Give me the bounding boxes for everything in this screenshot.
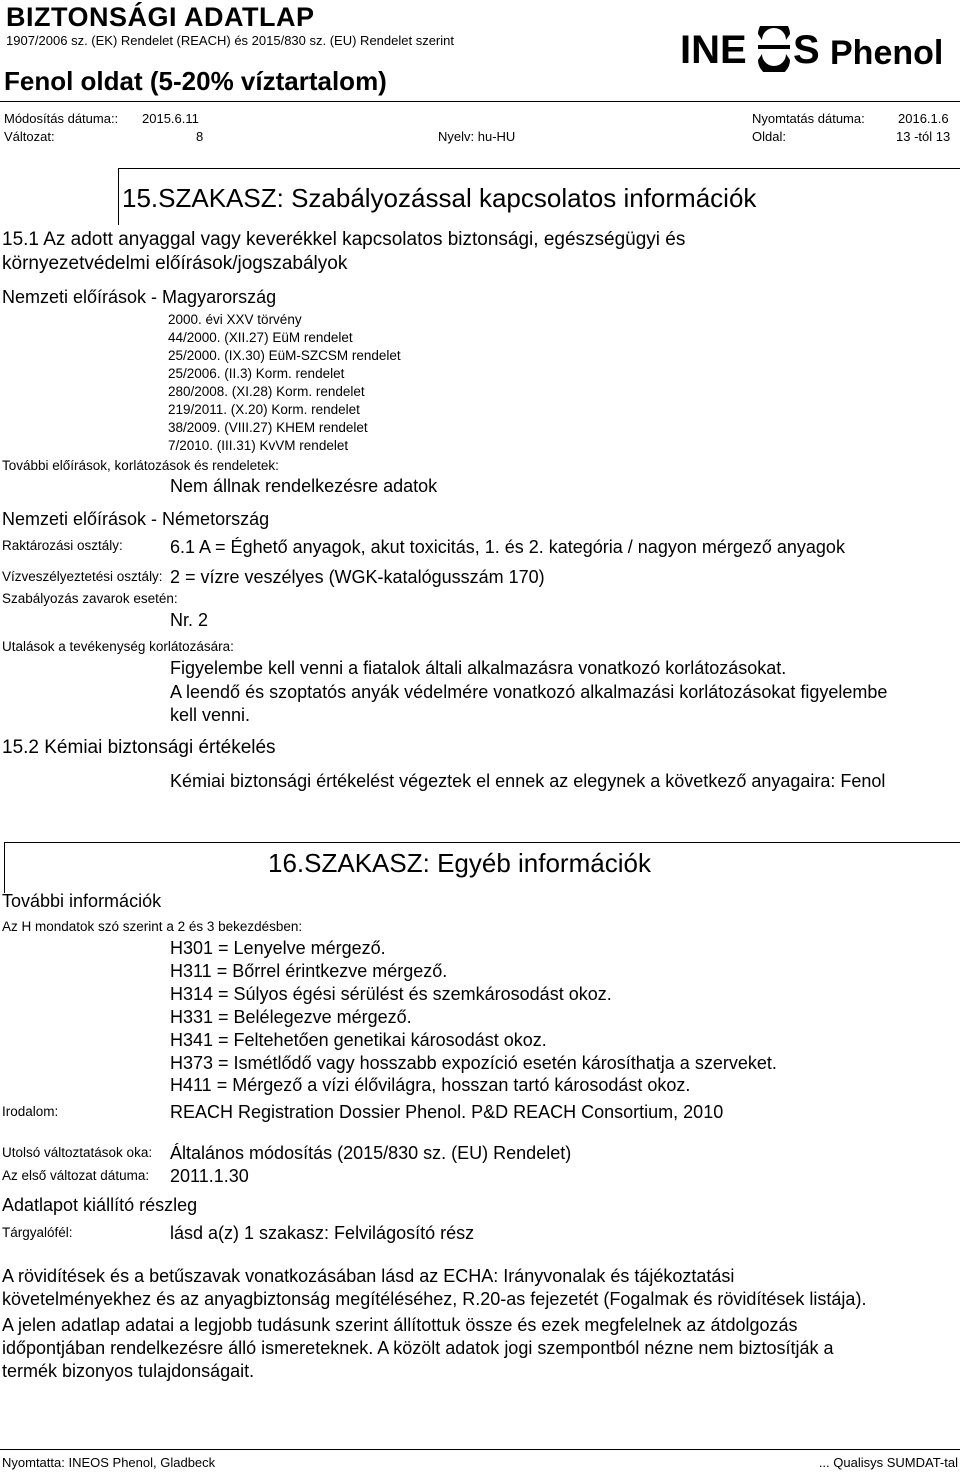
abbreviations-line2: követelményekhez és az anyagbiztonság megítéléséhez, R.20-as fejezetét (Fogalmak és rövidítések listája).: [2, 1289, 867, 1309]
h-statement-item: H411 = Mérgező a vízi élővilágra, hosszan tartó károsodást okoz.: [170, 1075, 691, 1095]
version-label: Változat:: [4, 129, 55, 144]
modification-date-label: Módosítás dátuma::: [4, 111, 119, 126]
abbreviations-line1: A rövidítések és a betűszavak vonatkozásában lásd az ECHA: Irányvonalak és tájékoztatási: [2, 1266, 735, 1286]
literature-value: REACH Registration Dossier Phenol. P&D REACH Consortium, 2010: [170, 1102, 724, 1122]
water-hazard-class-value: 2 = vízre veszélyes (WGK-katalógusszám 170): [170, 567, 545, 587]
modification-date-value: 2015.6.11: [142, 111, 199, 126]
h-statement-item: H373 = Ismétlődő vagy hosszabb expozíció esetén károsíthatja a szerveket.: [170, 1053, 777, 1073]
activity-restrictions-line2: A leendő és szoptatós anyák védelmére vonatkozó alkalmazási korlátozásokat figyelembe: [170, 682, 888, 702]
h-statement-item: H311 = Bőrrel érintkezve mérgező.: [170, 961, 448, 981]
disclaimer-line1: A jelen adatlap adatai a legjobb tudásunk szerint állítottuk össze és ezek megfelelnek az átdolgozás: [2, 1315, 798, 1335]
contact-value: lásd a(z) 1 szakasz: Felvilágosító rész: [170, 1223, 475, 1243]
logo-text-s: S: [793, 28, 820, 72]
literature-label: Irodalom:: [2, 1104, 59, 1119]
national-regulations-germany: Nemzeti előírások - Németország: [2, 509, 270, 529]
regulation-item: 38/2009. (VIII.27) KHEM rendelet: [168, 420, 368, 435]
page-label: Oldal:: [752, 129, 786, 144]
section-15-title: 15.SZAKASZ: Szabályozással kapcsolatos információk: [122, 183, 757, 213]
h-statements-label: Az H mondatok szó szerint a 2 és 3 bekezdésben:: [2, 919, 303, 934]
further-regulations-value: Nem állnak rendelkezésre adatok: [170, 476, 438, 496]
activity-restrictions-label: Utalások a tevékenység korlátozására:: [2, 639, 234, 654]
further-regulations-label: További előírások, korlátozások és rendeletek:: [2, 458, 279, 473]
first-version-date-value: 2011.1.30: [170, 1166, 249, 1186]
footer-printed-by: Nyomtatta: INEOS Phenol, Gladbeck: [2, 1455, 216, 1470]
regulation-item: 25/2006. (II.3) Korm. rendelet: [168, 366, 345, 381]
regulation-reference: 1907/2006 sz. (EK) Rendelet (REACH) és 2015/830 sz. (EU) Rendelet szerint: [6, 33, 454, 48]
footer-divider: [0, 1449, 960, 1450]
regulation-item: 219/2011. (X.20) Korm. rendelet: [168, 402, 360, 417]
ineos-phenol-logo: [680, 26, 956, 72]
h-statement-item: H301 = Lenyelve mérgező.: [170, 938, 386, 958]
chemical-safety-assessment-text: Kémiai biztonsági értékelést végeztek el ennek az elegynek a következő anyagaira: Fenol: [170, 771, 886, 791]
storage-class-label: Raktározási osztály:: [2, 538, 123, 553]
print-date-label: Nyomtatás dátuma:: [752, 111, 865, 126]
subsection-15-2-title: 15.2 Kémiai biztonsági értékelés: [2, 737, 276, 758]
subsection-15-1-line2: környezetvédelmi előírások/jogszabályok: [2, 253, 348, 274]
regulation-item: 280/2008. (XI.28) Korm. rendelet: [168, 384, 365, 399]
accident-regulation-label: Szabályozás zavarok esetén:: [2, 591, 178, 606]
print-date-value: 2016.1.6: [898, 111, 949, 126]
product-name: Fenol oldat (5-20% víztartalom): [4, 66, 387, 96]
logo-o-mark-icon: [758, 26, 790, 72]
h-statement-item: H331 = Belélegezve mérgező.: [170, 1007, 412, 1027]
contact-label: Tárgyalófél:: [2, 1225, 73, 1240]
h-statement-item: H341 = Feltehetően genetikai károsodást okoz.: [170, 1030, 547, 1050]
activity-restrictions-line1: Figyelembe kell venni a fiatalok általi alkalmazásra vonatkozó korlátozásokat.: [170, 658, 787, 678]
logo-text-phenol: Phenol: [830, 34, 944, 72]
language-code: Nyelv: hu-HU: [438, 129, 516, 144]
disclaimer-line2: időpontjában rendelkezésre álló ismereteknek. A közölt adatok jogi szempontból nézne nem biztosítják a: [2, 1338, 834, 1358]
subsection-15-1-line1: 15.1 Az adott anyaggal vagy keverékkel kapcsolatos biztonsági, egészségügyi és: [2, 229, 686, 250]
water-hazard-class-label: Vízveszélyeztetési osztály:: [2, 569, 163, 584]
activity-restrictions-line3: kell venni.: [170, 705, 251, 725]
h-statement-item: H314 = Súlyos égési sérülést és szemkárosodást okoz.: [170, 984, 612, 1004]
last-change-reason-value: Általános módosítás (2015/830 sz. (EU) Rendelet): [170, 1143, 572, 1163]
regulation-item: 25/2000. (IX.30) EüM-SZCSM rendelet: [168, 348, 401, 363]
regulation-item: 2000. évi XXV törvény: [168, 312, 302, 327]
header-divider: [0, 101, 960, 102]
issuer-heading: Adatlapot kiállító részleg: [2, 1195, 198, 1215]
document-title: BIZTONSÁGI ADATLAP: [6, 2, 315, 32]
first-version-date-label: Az első változat dátuma:: [2, 1168, 150, 1183]
version-value: 8: [196, 129, 204, 144]
page-value: 13 -tól 13: [896, 129, 951, 144]
last-change-reason-label: Utolsó változtatások oka:: [2, 1145, 153, 1160]
national-regulations-hungary: Nemzeti előírások - Magyarország: [2, 287, 277, 307]
storage-class-value: 6.1 A = Éghető anyagok, akut toxicitás, 1. és 2. kategória / nagyon mérgező anyagok: [170, 537, 845, 557]
further-information-heading: További információk: [2, 891, 162, 911]
regulation-item: 7/2010. (III.31) KvVM rendelet: [168, 438, 349, 453]
regulation-item: 44/2000. (XII.27) EüM rendelet: [168, 330, 353, 345]
footer-software: ... Qualisys SUMDAT-tal: [818, 1455, 958, 1470]
accident-regulation-value: Nr. 2: [170, 610, 209, 630]
logo-text-ine: INE: [680, 28, 747, 72]
disclaimer-line3: termék bizonyos tulajdonságait.: [2, 1361, 255, 1381]
section-16-title: 16.SZAKASZ: Egyéb információk: [268, 848, 651, 878]
